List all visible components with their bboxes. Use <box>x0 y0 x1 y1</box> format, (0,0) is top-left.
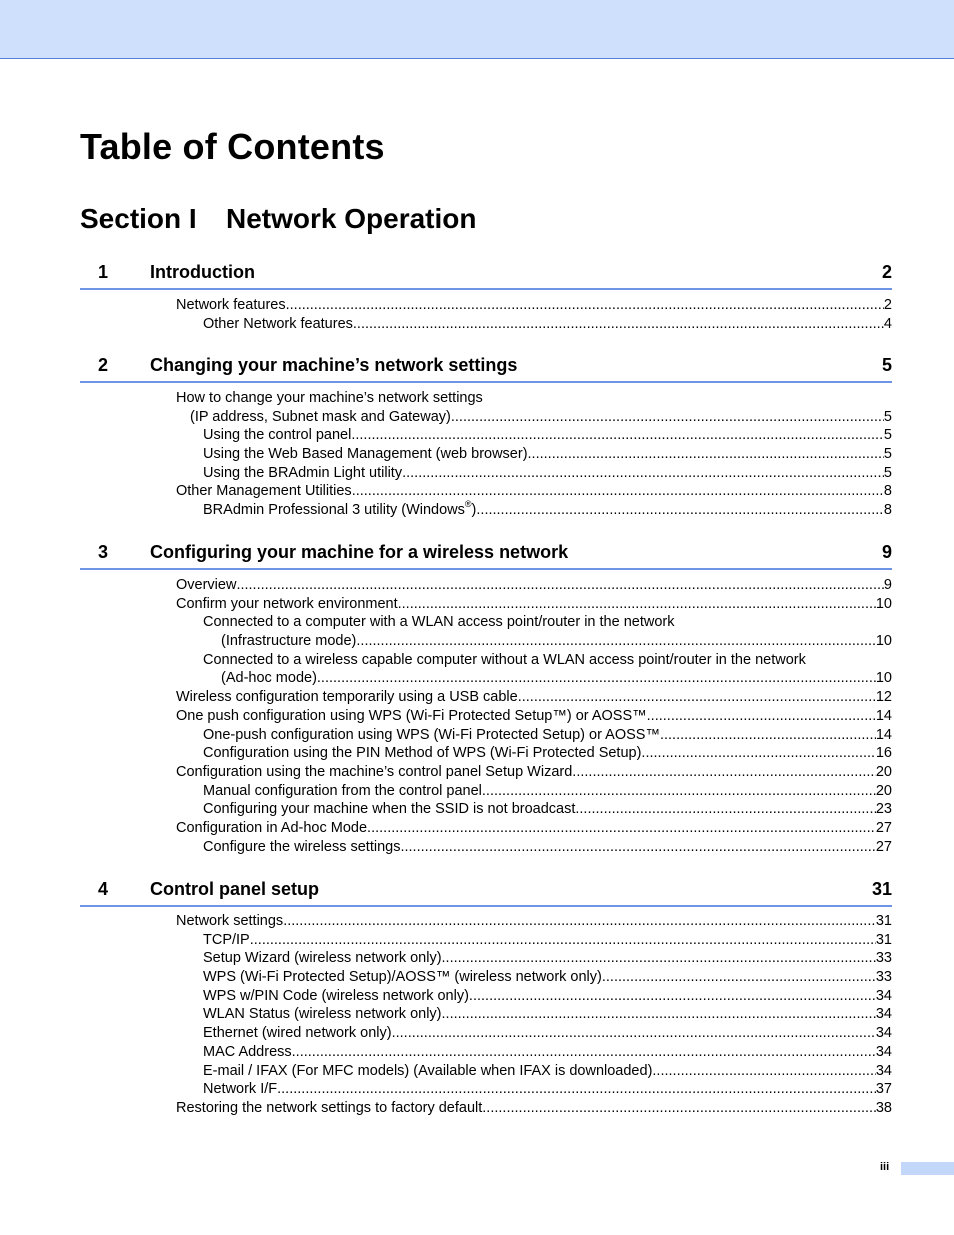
toc-entry-text: Wireless configuration temporarily using a USB cable <box>176 689 518 706</box>
toc-entry-text-tail: ) <box>471 502 477 519</box>
dot-leader <box>292 1043 876 1062</box>
toc-entry[interactable] <box>203 445 892 464</box>
dot-leader <box>482 1099 876 1118</box>
toc-entry-page: 37 <box>875 1081 892 1098</box>
chapter-1-entries <box>0 296 954 333</box>
toc-entry-text <box>203 501 476 520</box>
toc-entry-page: 38 <box>875 1099 892 1116</box>
chapter-heading-1[interactable] <box>80 262 892 290</box>
toc-entry-page: 27 <box>875 819 892 836</box>
toc-entry-text: Configure the wireless settings <box>203 838 401 855</box>
toc-entry-text: Configuration using the PIN Method of WPS (Wi-Fi Protected Setup) <box>203 745 642 762</box>
dot-leader <box>367 819 876 838</box>
toc-entry-page: 8 <box>883 483 892 500</box>
toc-entry-text: Using the Web Based Management (web browser) <box>203 446 528 463</box>
toc-entry-page: 9 <box>883 577 892 593</box>
toc-entry-page: 10 <box>875 670 892 687</box>
toc-entry-text: WLAN Status (wireless network only) <box>203 1006 442 1023</box>
section-title: Network Operation <box>226 203 477 234</box>
toc-entry[interactable] <box>221 669 892 688</box>
chapter-page: 31 <box>871 879 892 899</box>
dot-leader <box>442 1005 876 1024</box>
dot-leader <box>652 1062 875 1081</box>
toc-entry-text: Connected to a computer with a WLAN access point/router in the network <box>203 614 675 631</box>
toc-entry-page: 8 <box>883 502 892 519</box>
header-band <box>0 0 954 59</box>
toc-entry[interactable] <box>203 426 892 445</box>
toc-entry-page: 34 <box>875 1006 892 1023</box>
toc-entry[interactable] <box>203 1043 892 1062</box>
toc-entry-text: Overview <box>176 577 237 593</box>
toc-entry-page: 5 <box>883 464 892 481</box>
toc-entry-text: WPS (Wi-Fi Protected Setup)/AOSS™ (wireless network only) <box>203 969 602 986</box>
toc-entry[interactable] <box>203 949 892 968</box>
toc-entry-text: How to change your machine’s network settings <box>176 390 483 406</box>
dot-leader <box>352 482 884 501</box>
dot-leader <box>283 912 876 931</box>
section-heading <box>80 203 476 235</box>
toc-entry[interactable] <box>176 688 892 707</box>
toc-entry-text: Network features <box>176 297 286 313</box>
toc-entry-text: Connected to a wireless capable computer without a WLAN access point/router in the network <box>203 651 806 668</box>
chapter-heading-3[interactable] <box>80 542 892 570</box>
chapter-number: 2 <box>98 355 109 375</box>
chapter-number: 4 <box>98 879 109 899</box>
chapter-page: 9 <box>881 542 892 562</box>
toc-entry-text: Setup Wizard (wireless network only) <box>203 950 442 967</box>
toc-entry-page: 20 <box>875 782 892 799</box>
dot-leader <box>236 576 883 595</box>
document-title: Table of Contents <box>80 126 385 167</box>
toc-entry-text: (Ad-hoc mode) <box>221 670 317 687</box>
toc-entry[interactable] <box>203 651 954 670</box>
toc-entry-text: WPS w/PIN Code (wireless network only) <box>203 987 469 1004</box>
dot-leader <box>518 688 876 707</box>
toc-entry[interactable] <box>203 1080 892 1099</box>
toc-entry[interactable] <box>203 838 892 857</box>
toc-entry-text: Other Network features <box>203 315 353 332</box>
toc-entry-page: 34 <box>875 1025 892 1042</box>
toc-entry[interactable] <box>203 968 892 987</box>
toc-entry[interactable] <box>203 931 892 950</box>
dot-leader <box>602 968 876 987</box>
toc-entry-text: Other Management Utilities <box>176 483 352 500</box>
toc-entry[interactable] <box>203 1005 892 1024</box>
toc-entry-text-main: BRAdmin Professional 3 utility (Windows <box>203 502 465 519</box>
toc-entry-page: 16 <box>875 745 892 762</box>
registered-mark: ® <box>464 499 472 510</box>
dot-leader <box>398 595 876 614</box>
toc-entry[interactable] <box>176 389 954 408</box>
toc-entry-page: 4 <box>883 315 892 332</box>
toc-entry-page: 34 <box>875 987 892 1004</box>
toc-entry[interactable] <box>203 464 892 483</box>
toc-entry-text: MAC Address <box>203 1043 292 1060</box>
chapter-title: Changing your machine’s network settings <box>150 355 518 375</box>
toc-entry[interactable] <box>176 763 892 782</box>
dot-leader <box>356 632 875 651</box>
toc-entry[interactable] <box>176 576 892 595</box>
dot-leader <box>317 669 876 688</box>
dot-leader <box>482 782 876 801</box>
dot-leader <box>469 987 876 1006</box>
toc-entry-text: (IP address, Subnet mask and Gateway) <box>190 408 451 425</box>
toc-entry-text: One push configuration using WPS (Wi-Fi Protected Setup™) or AOSS™ <box>176 707 647 724</box>
toc-entry[interactable] <box>221 632 892 651</box>
chapter-page: 5 <box>881 355 892 375</box>
toc-entry[interactable] <box>176 819 892 838</box>
toc-entry-page: 5 <box>883 446 892 463</box>
toc-entry-page: 2 <box>883 297 892 313</box>
dot-leader <box>351 426 884 445</box>
dot-leader <box>442 949 876 968</box>
toc-entry-text: Restoring the network settings to factory default <box>176 1099 483 1116</box>
toc-entry-page: 10 <box>875 595 892 612</box>
chapter-number: 3 <box>98 542 109 562</box>
toc-entry[interactable] <box>203 501 892 520</box>
toc-entry[interactable] <box>176 912 892 931</box>
toc-entry-text: TCP/IP <box>203 931 250 948</box>
toc-entry[interactable] <box>203 987 892 1006</box>
toc-entry[interactable] <box>190 408 892 427</box>
dot-leader <box>402 464 884 483</box>
dot-leader <box>572 763 876 782</box>
toc-entry[interactable] <box>203 800 892 819</box>
dot-leader <box>353 315 884 334</box>
dot-leader <box>660 726 876 745</box>
chapter-title: Configuring your machine for a wireless network <box>150 542 569 562</box>
toc-entry[interactable] <box>203 726 892 745</box>
toc-entry-page: 20 <box>875 763 892 780</box>
section-number: Section I <box>80 203 197 234</box>
toc-entry-text: Ethernet (wired network only) <box>203 1025 392 1042</box>
dot-leader <box>575 800 875 819</box>
toc-entry-page: 34 <box>875 1043 892 1060</box>
toc-entry-page: 31 <box>875 913 892 929</box>
toc-entry[interactable] <box>176 595 892 614</box>
page-tab-marker <box>901 1162 954 1175</box>
dot-leader <box>400 838 875 857</box>
chapter-3-entries <box>0 576 954 856</box>
dot-leader <box>277 1080 876 1099</box>
chapter-2-entries <box>0 389 954 520</box>
page-number: iii <box>880 1161 890 1173</box>
toc-entry[interactable] <box>176 296 892 315</box>
toc-entry-page: 33 <box>875 969 892 986</box>
toc-entry-text: Manual configuration from the control panel <box>203 782 482 799</box>
toc-entry[interactable] <box>176 482 892 501</box>
toc-entry-page: 14 <box>875 707 892 724</box>
toc-entry-page: 10 <box>875 633 892 650</box>
toc-entry-page: 31 <box>875 931 892 948</box>
toc-entry[interactable] <box>203 613 954 632</box>
toc-entry[interactable] <box>176 1099 892 1118</box>
toc-entry-text: E-mail / IFAX (For MFC models) (Available when IFAX is downloaded) <box>203 1062 653 1079</box>
toc-entry[interactable] <box>203 1062 892 1081</box>
toc-entry-text: Configuration in Ad-hoc Mode <box>176 819 368 836</box>
dot-leader <box>647 707 876 726</box>
dot-leader <box>528 445 884 464</box>
chapter-4-entries <box>0 912 954 1118</box>
chapter-heading-4[interactable] <box>80 879 892 907</box>
dot-leader <box>476 501 884 520</box>
toc-entry-page: 33 <box>875 950 892 967</box>
toc-entry[interactable] <box>176 707 892 726</box>
toc-entry[interactable] <box>203 1024 892 1043</box>
dot-leader <box>250 931 876 950</box>
toc-entry-page: 14 <box>875 726 892 743</box>
dot-leader <box>641 744 875 763</box>
chapter-title: Introduction <box>150 262 255 282</box>
toc-entry-page: 23 <box>875 801 892 818</box>
chapter-page: 2 <box>881 262 892 282</box>
toc-entry-text: Using the control panel <box>203 427 352 444</box>
toc-entry-text: Network settings <box>176 913 284 929</box>
toc-entry[interactable] <box>203 782 892 801</box>
toc-entry-text: Confirm your network environment <box>176 595 398 612</box>
toc-entry[interactable] <box>203 744 892 763</box>
dot-leader <box>451 408 884 427</box>
dot-leader <box>286 296 884 315</box>
toc-entry-page: 5 <box>883 427 892 444</box>
dot-leader <box>392 1024 876 1043</box>
toc-entry[interactable] <box>203 315 892 334</box>
chapter-number: 1 <box>98 262 109 282</box>
toc-entry-text: Using the BRAdmin Light utility <box>203 464 403 481</box>
chapter-title: Control panel setup <box>150 879 320 899</box>
toc-entry-text: Configuring your machine when the SSID is not broadcast <box>203 801 576 818</box>
toc-entry-page: 5 <box>883 408 892 425</box>
toc-entry-text: One-push configuration using WPS (Wi-Fi Protected Setup) or AOSS™ <box>203 726 660 743</box>
toc-entry-text: Network I/F <box>203 1081 278 1098</box>
toc-entry-text: (Infrastructure mode) <box>221 633 357 650</box>
chapter-heading-2[interactable] <box>80 355 892 383</box>
toc-entry-page: 34 <box>875 1062 892 1079</box>
toc-entry-page: 27 <box>875 838 892 855</box>
toc-entry-page: 12 <box>875 689 892 706</box>
toc-entry-text: Configuration using the machine’s control panel Setup Wizard <box>176 763 573 780</box>
